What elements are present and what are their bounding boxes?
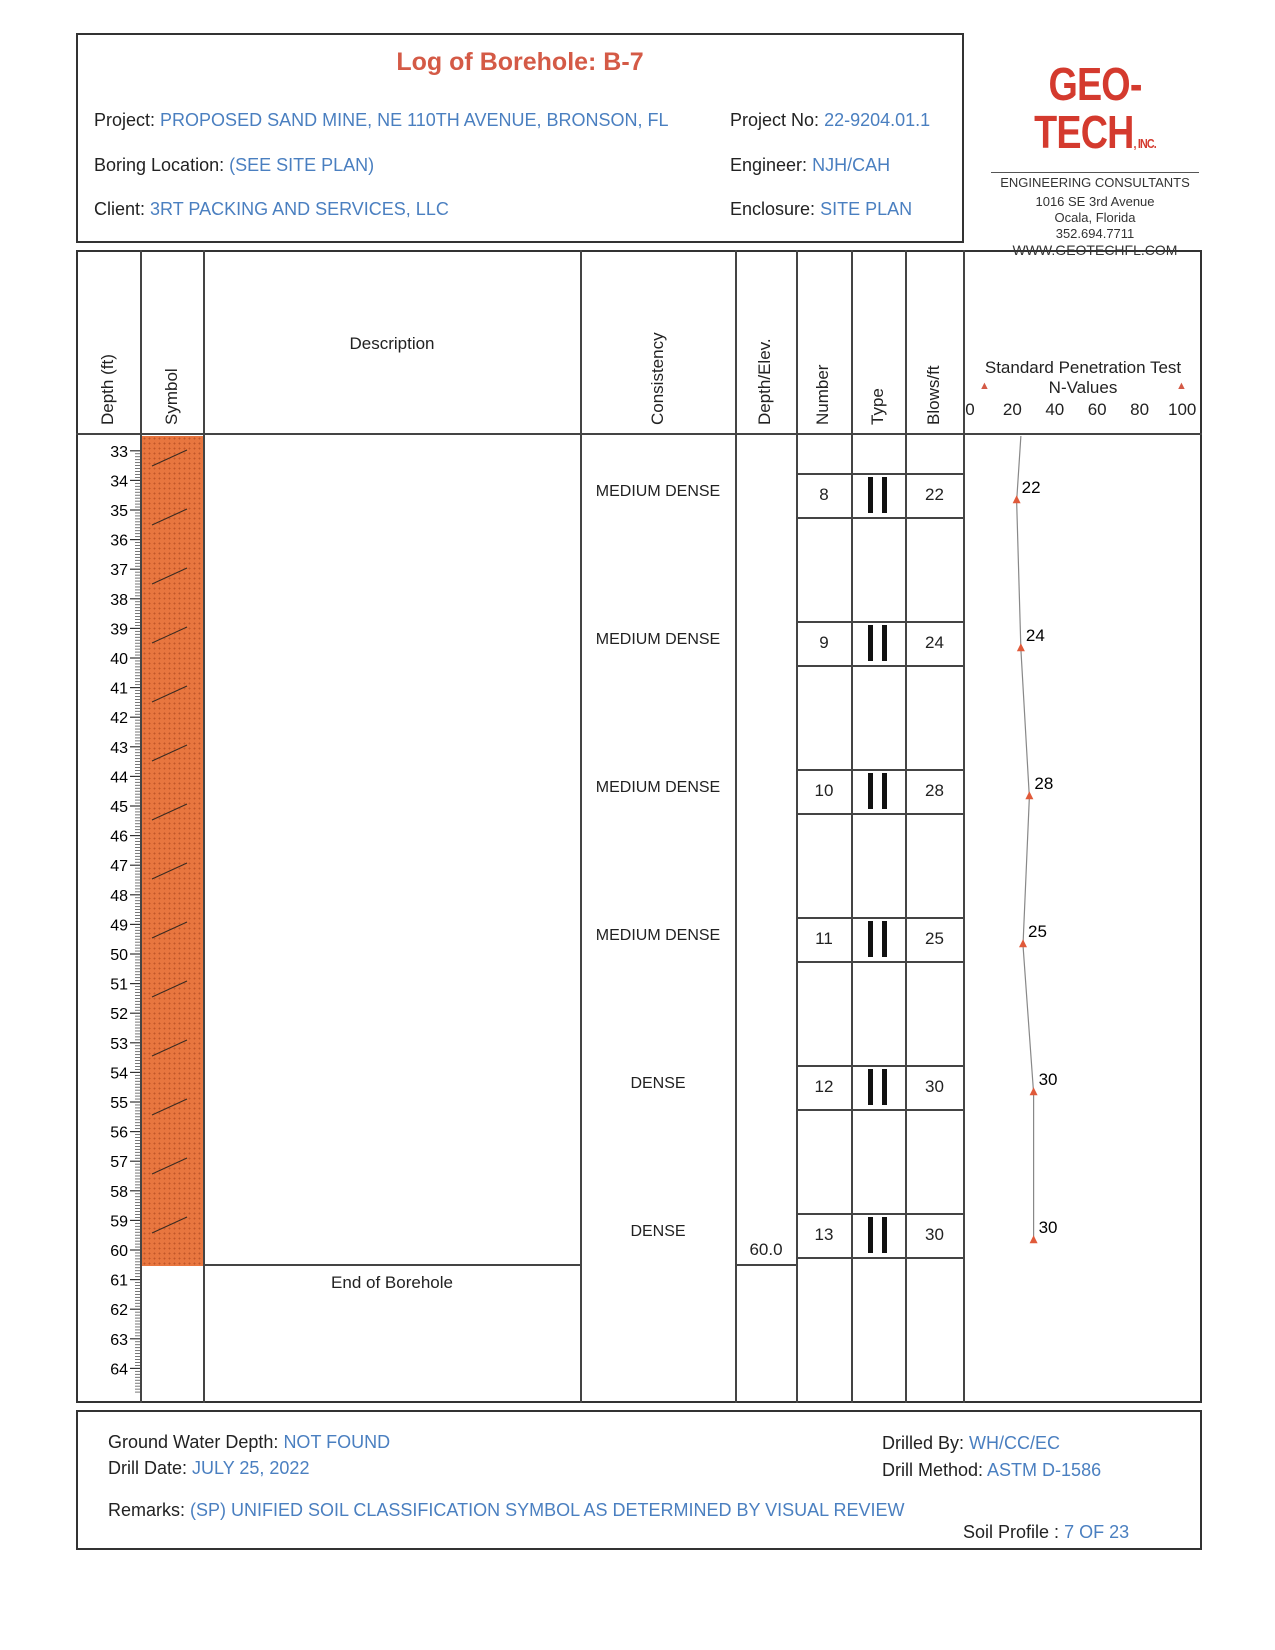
spt-tick-label: 100 bbox=[1168, 400, 1197, 419]
soil-hatch-line bbox=[152, 568, 187, 584]
project-field bbox=[94, 110, 669, 131]
spt-tick-label: 80 bbox=[1130, 400, 1150, 419]
drilled-by-field bbox=[882, 1433, 1060, 1454]
sample-bottom-line bbox=[796, 665, 963, 667]
depth-label: 45 bbox=[110, 799, 128, 816]
depth-label: 46 bbox=[110, 828, 128, 846]
spt-marker-left-icon: ▲ bbox=[979, 380, 990, 392]
split-spoon-icon bbox=[882, 773, 887, 809]
phone: 352.694.7711 bbox=[1055, 226, 1135, 241]
depth-label: 47 bbox=[110, 858, 128, 876]
spt-title: Standard Penetration Test bbox=[984, 358, 1182, 377]
consistency-value: MEDIUM DENSE bbox=[595, 631, 721, 649]
consistency-value: DENSE bbox=[630, 1075, 686, 1093]
blows-value: 30 bbox=[925, 1077, 944, 1097]
engineer-label: Engineer: bbox=[730, 155, 808, 175]
blows-value: 22 bbox=[925, 485, 944, 505]
soil-hatch-lines bbox=[142, 436, 203, 1266]
spt-tick-label: 40 bbox=[1045, 400, 1065, 419]
blows-value: 28 bbox=[925, 781, 944, 801]
drill-date-field bbox=[108, 1458, 309, 1479]
soil-hatch-line bbox=[152, 450, 187, 466]
spt-line bbox=[1017, 436, 1034, 1241]
depth-label: 50 bbox=[110, 947, 128, 964]
soil-profile-label: Soil Profile : bbox=[963, 1522, 1060, 1542]
sample-bottom-line bbox=[796, 1257, 963, 1259]
divider-symbol bbox=[203, 250, 205, 1403]
sample-bottom-line bbox=[796, 517, 963, 519]
spt-chart bbox=[964, 436, 1202, 1401]
spt-point bbox=[1017, 643, 1025, 651]
depth-label: 41 bbox=[110, 680, 128, 698]
blows-value: 25 bbox=[925, 929, 944, 949]
depth-label: 61 bbox=[110, 1272, 128, 1290]
spt-point bbox=[1030, 1235, 1038, 1243]
col-blows-header: Blows/ft bbox=[924, 365, 943, 425]
logo-address bbox=[985, 194, 1205, 258]
depth-label: 33 bbox=[110, 443, 128, 461]
split-spoon-icon bbox=[868, 1069, 873, 1105]
depth-label: 62 bbox=[110, 1302, 128, 1320]
divider-consistency bbox=[735, 250, 737, 1403]
split-spoon-icon bbox=[882, 1217, 887, 1253]
drill-date-label: Drill Date: bbox=[108, 1458, 188, 1478]
depth-label: 49 bbox=[110, 917, 128, 935]
sample-top-line bbox=[796, 1065, 963, 1067]
consistency-value: MEDIUM DENSE bbox=[595, 779, 721, 797]
spt-point-label: 28 bbox=[1034, 774, 1054, 794]
depth-label: 36 bbox=[110, 532, 128, 550]
ground-water-value: NOT FOUND bbox=[283, 1432, 391, 1452]
sample-top-line bbox=[796, 1213, 963, 1215]
boring-location-label: Boring Location: bbox=[94, 155, 225, 175]
address-line-1: 1016 SE 3rd Avenue bbox=[1035, 194, 1155, 209]
col-depth-header: Depth (ft) bbox=[98, 354, 117, 425]
depth-label: 53 bbox=[110, 1035, 128, 1053]
depth-label: 48 bbox=[110, 887, 128, 905]
depth-label: 54 bbox=[110, 1065, 128, 1083]
depth-label: 38 bbox=[110, 591, 128, 609]
col-description-header: Description bbox=[349, 334, 435, 353]
soil-profile-field bbox=[963, 1522, 1129, 1543]
sample-number: 9 bbox=[819, 633, 829, 653]
split-spoon-icon bbox=[868, 921, 873, 957]
split-spoon-icon bbox=[882, 625, 887, 661]
depth-label: 44 bbox=[110, 769, 128, 787]
drilled-by-value: WH/CC/EC bbox=[969, 1433, 1061, 1453]
split-spoon-icon bbox=[868, 625, 873, 661]
col-depth-elev-header: Depth/Elev. bbox=[755, 338, 774, 425]
boring-location-field bbox=[94, 155, 374, 176]
spt-point-label: 30 bbox=[1038, 1070, 1058, 1090]
split-spoon-icon bbox=[868, 773, 873, 809]
spt-point bbox=[1030, 1087, 1038, 1095]
col-consistency-header: Consistency bbox=[648, 332, 667, 425]
drill-date-value: JULY 25, 2022 bbox=[192, 1458, 310, 1478]
spt-point-label: 24 bbox=[1025, 626, 1045, 646]
depth-label: 55 bbox=[110, 1095, 128, 1112]
client-field bbox=[94, 199, 449, 220]
soil-hatch-line bbox=[152, 745, 187, 761]
drill-method-field bbox=[882, 1460, 1101, 1481]
end-depth-line bbox=[735, 1264, 796, 1266]
enclosure-value: SITE PLAN bbox=[820, 199, 913, 219]
spt-marker-right-icon: ▲ bbox=[1176, 380, 1187, 392]
remarks-label: Remarks: bbox=[108, 1500, 186, 1520]
depth-label: 58 bbox=[110, 1183, 128, 1201]
sample-top-line bbox=[796, 769, 963, 771]
end-depth-value: 60.0 bbox=[749, 1240, 783, 1259]
end-of-borehole-label: End of Borehole bbox=[331, 1273, 453, 1292]
logo-suffix: , INC. bbox=[1133, 136, 1156, 151]
drilled-by-label: Drilled By: bbox=[882, 1433, 965, 1453]
depth-label: 60 bbox=[110, 1243, 128, 1260]
sample-number: 10 bbox=[814, 781, 834, 801]
soil-hatch-line bbox=[152, 804, 187, 820]
spt-point-label: 25 bbox=[1028, 922, 1047, 942]
soil-hatch-line bbox=[152, 922, 187, 938]
consistency-value: MEDIUM DENSE bbox=[595, 483, 721, 501]
blows-value: 24 bbox=[925, 633, 944, 653]
project-no-field bbox=[730, 110, 930, 131]
depth-label: 39 bbox=[110, 621, 128, 639]
website: WWW.GEOTECHFL.COM bbox=[1012, 242, 1178, 258]
client-label: Client: bbox=[94, 199, 146, 219]
depth-label: 34 bbox=[110, 473, 128, 491]
spt-tick-label: 60 bbox=[1087, 400, 1107, 419]
soil-hatch-line bbox=[152, 686, 187, 702]
end-of-borehole-line bbox=[203, 1264, 580, 1266]
sample-top-line bbox=[796, 917, 963, 919]
depth-label: 59 bbox=[110, 1213, 128, 1231]
spt-point-label: 22 bbox=[1021, 478, 1041, 498]
consistency-value: DENSE bbox=[630, 1223, 686, 1241]
engineer-value: NJH/CAH bbox=[812, 155, 891, 175]
sample-number: 8 bbox=[819, 485, 829, 505]
consistency-value: MEDIUM DENSE bbox=[595, 927, 721, 945]
depth-label: 56 bbox=[110, 1124, 128, 1142]
logo-subtitle: ENGINEERING CONSULTANTS bbox=[991, 172, 1199, 190]
split-spoon-icon bbox=[882, 921, 887, 957]
depth-label: 64 bbox=[110, 1361, 128, 1379]
depth-label: 51 bbox=[110, 976, 128, 994]
project-label: Project: bbox=[94, 110, 156, 130]
split-spoon-icon bbox=[882, 477, 887, 513]
blows-value: 30 bbox=[925, 1225, 944, 1245]
sample-bottom-line bbox=[796, 1109, 963, 1111]
soil-hatch-line bbox=[152, 1099, 187, 1115]
sample-number: 12 bbox=[814, 1077, 834, 1097]
engineer-field bbox=[730, 155, 890, 176]
col-type-header: Type bbox=[868, 388, 887, 425]
sample-top-line bbox=[796, 621, 963, 623]
sample-bottom-line bbox=[796, 961, 963, 963]
col-symbol-header: Symbol bbox=[162, 368, 181, 425]
logo-name: GEO-TECH bbox=[1034, 58, 1142, 158]
depth-label: 52 bbox=[110, 1006, 128, 1024]
soil-hatch-line bbox=[152, 1158, 187, 1174]
soil-hatch-line bbox=[152, 981, 187, 997]
depth-ruler bbox=[100, 436, 145, 1396]
spt-point bbox=[1019, 939, 1027, 947]
header-row-divider bbox=[76, 433, 1202, 435]
soil-hatch-line bbox=[152, 627, 187, 643]
project-value: PROPOSED SAND MINE, NE 110TH AVENUE, BRONSON, FL bbox=[160, 110, 669, 130]
spt-tick-label: 0 bbox=[965, 400, 975, 419]
project-no-label: Project No: bbox=[730, 110, 820, 130]
sample-top-line bbox=[796, 473, 963, 475]
soil-hatch-line bbox=[152, 509, 187, 525]
sample-number: 13 bbox=[814, 1225, 834, 1245]
depth-label: 57 bbox=[110, 1154, 128, 1172]
drill-method-label: Drill Method: bbox=[882, 1460, 984, 1480]
sample-bottom-line bbox=[796, 813, 963, 815]
remarks-value: (SP) UNIFIED SOIL CLASSIFICATION SYMBOL AS DETERMINED BY VISUAL REVIEW bbox=[190, 1500, 905, 1520]
spt-point bbox=[1013, 495, 1021, 503]
depth-label: 37 bbox=[110, 562, 128, 580]
split-spoon-icon bbox=[882, 1069, 887, 1105]
page-title: Log of Borehole: B-7 bbox=[396, 48, 644, 76]
client-value: 3RT PACKING AND SERVICES, LLC bbox=[150, 199, 449, 219]
col-number-header: Number bbox=[813, 364, 832, 425]
split-spoon-icon bbox=[868, 477, 873, 513]
remarks-field bbox=[108, 1500, 905, 1521]
project-no-value: 22-9204.01.1 bbox=[824, 110, 931, 130]
split-spoon-icon bbox=[868, 1217, 873, 1253]
soil-hatch-line bbox=[152, 1040, 187, 1056]
drill-method-value: ASTM D-1586 bbox=[987, 1460, 1102, 1480]
enclosure-field bbox=[730, 199, 912, 220]
spt-subtitle: N-Values bbox=[1048, 378, 1118, 397]
logo-wordmark bbox=[1005, 60, 1185, 168]
address-line-2: Ocala, Florida bbox=[1054, 210, 1136, 225]
depth-label: 63 bbox=[110, 1331, 128, 1349]
sample-number: 11 bbox=[815, 929, 833, 949]
depth-label: 40 bbox=[110, 651, 128, 668]
depth-label: 43 bbox=[110, 739, 128, 757]
ground-water-field bbox=[108, 1432, 390, 1453]
soil-profile-value: 7 OF 23 bbox=[1064, 1522, 1130, 1542]
divider-number bbox=[851, 250, 853, 1403]
depth-label: 42 bbox=[110, 710, 128, 728]
spt-tick-label: 20 bbox=[1002, 400, 1022, 419]
enclosure-label: Enclosure: bbox=[730, 199, 816, 219]
ground-water-label: Ground Water Depth: bbox=[108, 1432, 279, 1452]
soil-hatch-line bbox=[152, 863, 187, 879]
soil-hatch-line bbox=[152, 1217, 187, 1233]
depth-label: 35 bbox=[110, 503, 128, 520]
company-logo bbox=[985, 60, 1205, 258]
spt-point bbox=[1025, 791, 1033, 799]
boring-location-value: (SEE SITE PLAN) bbox=[229, 155, 375, 175]
spt-point-label: 30 bbox=[1038, 1218, 1058, 1238]
